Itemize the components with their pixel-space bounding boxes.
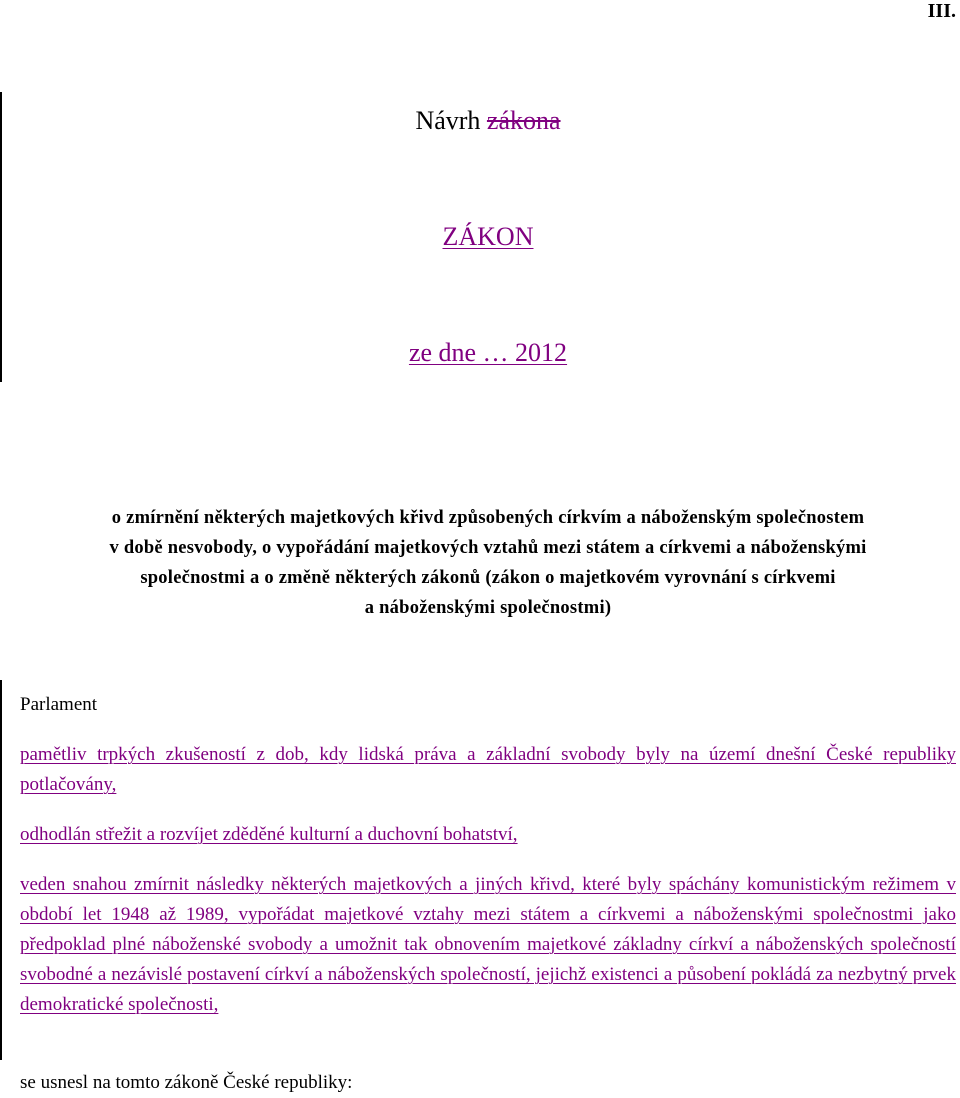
act-label-text: ZÁKON: [442, 222, 534, 251]
subject-line: o zmírnění některých majetkových křivd způsobených církvím a náboženským společnostem: [111, 508, 865, 528]
preamble-clause-3: [20, 870, 956, 1020]
preamble-enactment: se usnesl na tomto zákoně České republiky:: [20, 1072, 353, 1093]
date-line-text: ze dne … 2012: [408, 338, 568, 367]
subject-line: a náboženskými společnostmi): [364, 598, 612, 618]
preamble-clause-2-text: odhodlán střežit a rozvíjet zděděné kulturní a duchovní bohatství,: [20, 824, 518, 845]
preamble-clause-2: [20, 820, 956, 850]
change-bar-bottom: [0, 680, 2, 1060]
date-line: [0, 338, 960, 368]
preamble-clause-1: [20, 740, 956, 800]
draft-title: [0, 106, 960, 136]
preamble-parliament: Parlament: [20, 694, 98, 715]
preamble-clause-3-text: veden snahou zmírnit následky některých majetkových a jiných křivd, které byly spáchány komunistickým režimem v období let 1948 až 1989, vypořádat majetkové vztahy mezi státem a církvemi a náboženskými společnostmi jako předpoklad plné náboženské svobody a umožnit tak obnovením majetkové základny církví a náboženských společností svobodné a nezávislé postavení církví a náboženských společností, jejichž existenci a působení pokládá za nezbytný prvek demokratické společnosti,: [20, 874, 956, 1015]
act-subject: [20, 503, 956, 623]
subject-line: v době nesvobody, o vypořádání majetkových vztahů mezi státem a církvemi a náboženskými: [109, 538, 867, 558]
act-label: [0, 222, 960, 252]
title-prefix: Návrh: [415, 106, 481, 135]
preamble-clause-1-text: pamětliv trpkých zkušeností z dob, kdy lidská práva a základní svobody byly na území dnešní České republiky potlačovány,: [20, 744, 956, 795]
page-number: III.: [927, 0, 956, 22]
title-deleted-word: zákona: [486, 106, 561, 135]
subject-line: společnostmi a o změně některých zákonů (zákon o majetkovém vyrovnání s církvemi: [140, 568, 836, 588]
